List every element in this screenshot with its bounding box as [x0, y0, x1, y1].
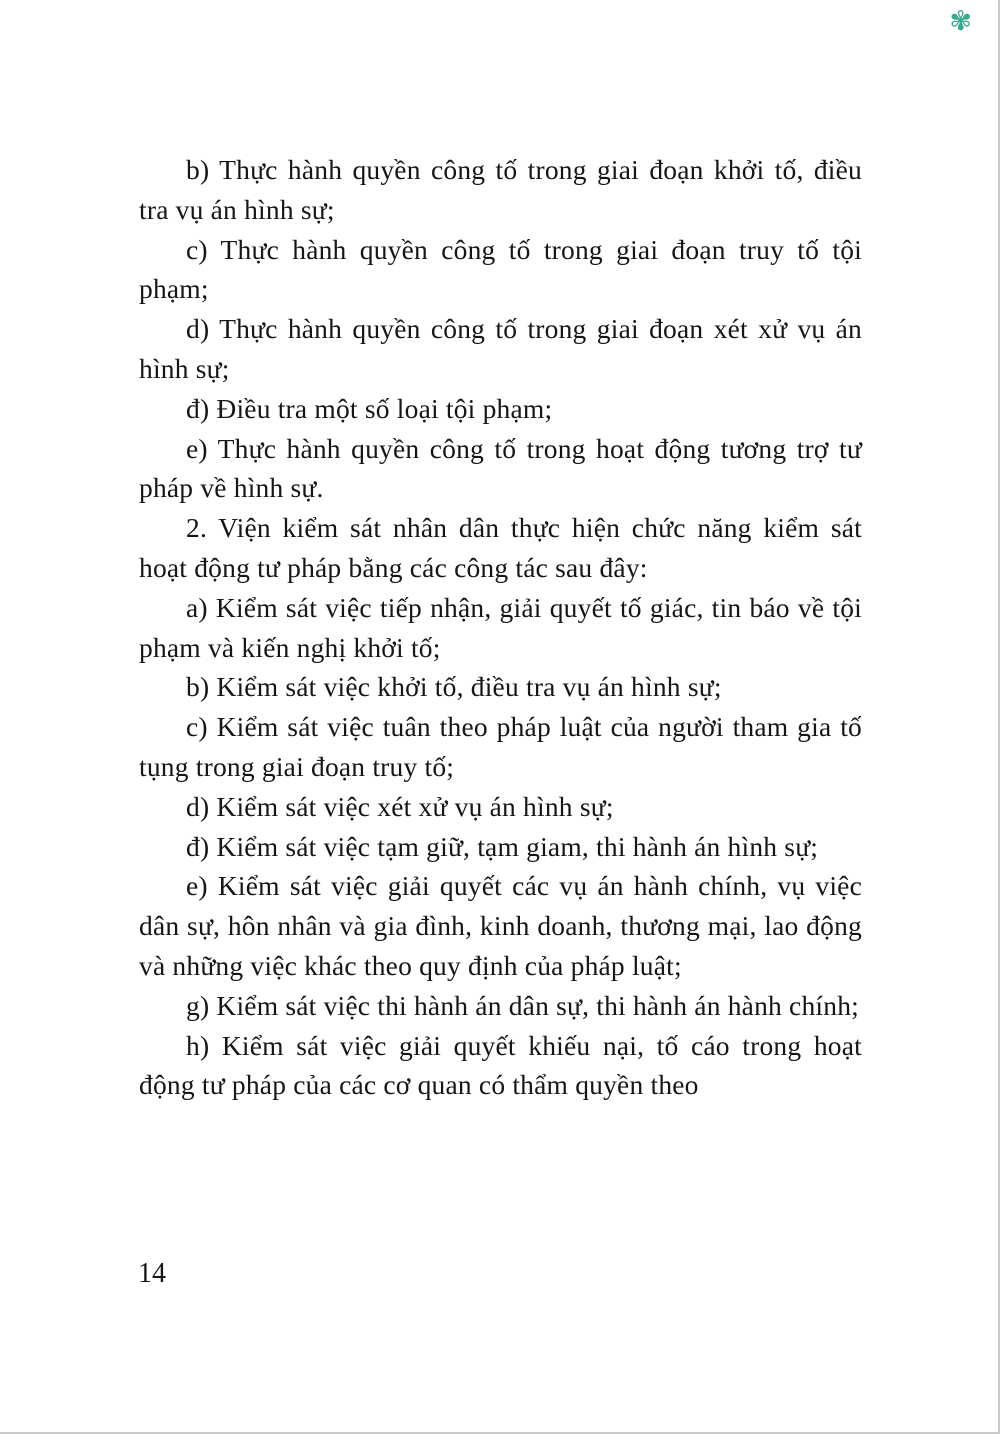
paragraph-item-c2: c) Kiểm sát việc tuân theo pháp luật của người tham gia tố tụng trong giai đoạn truy tố; — [139, 711, 862, 782]
paragraph-item-g2: g) Kiểm sát việc thi hành án dân sự, thi hành án hành chính; — [186, 989, 859, 1021]
paragraph-item-dd2: đ) Kiểm sát việc tạm giữ, tạm giam, thi hành án hình sự; — [186, 830, 819, 862]
paragraph-item-a2: a) Kiểm sát việc tiếp nhận, giải quyết tố giác, tin báo về tội phạm và kiến nghị khởi tố; — [139, 591, 862, 663]
paragraph-item-d2: d) Kiểm sát việc xét xử vụ án hình sự; — [186, 790, 614, 822]
paragraph-item-h2: h) Kiểm sát việc giải quyết khiếu nại, tố cáo trong hoạt động tư pháp của các cơ quan có thẩm quyền theo — [139, 1029, 862, 1101]
paragraph-item-c1: c) Thực hành quyền công tố trong giai đoạn truy tố tội phạm; — [139, 233, 862, 305]
paragraph-item-b2: b) Kiểm sát việc khởi tố, điều tra vụ án hình sự; — [186, 671, 722, 703]
paragraph-item-dd1: đ) Điều tra một số loại tội phạm; — [186, 392, 553, 424]
paragraph-item-d1: d) Thực hành quyền công tố trong giai đoạn xét xử vụ án hình sự; — [139, 313, 862, 384]
paragraph-section-2: 2. Viện kiểm sát nhân dân thực hiện chức năng kiểm sát hoạt động tư pháp bằng các công tác sau đây: — [139, 512, 862, 583]
page-number: 14 — [138, 1258, 166, 1289]
paragraph-item-e1: e) Thực hành quyền công tố trong hoạt động tương trợ tư pháp về hình sự. — [139, 432, 862, 504]
flower-icon: ✾ — [949, 6, 972, 36]
paragraph-item-e2: e) Kiểm sát việc giải quyết các vụ án hành chính, vụ việc dân sự, hôn nhân và gia đình, kinh doanh, thương mại, lao động và những việc khác theo quy định của pháp luật; — [139, 870, 862, 981]
document-text-block — [139, 150, 862, 1105]
paragraph-item-b1: b) Thực hành quyền công tố trong giai đoạn khởi tố, điều tra vụ án hình sự; — [139, 154, 862, 225]
